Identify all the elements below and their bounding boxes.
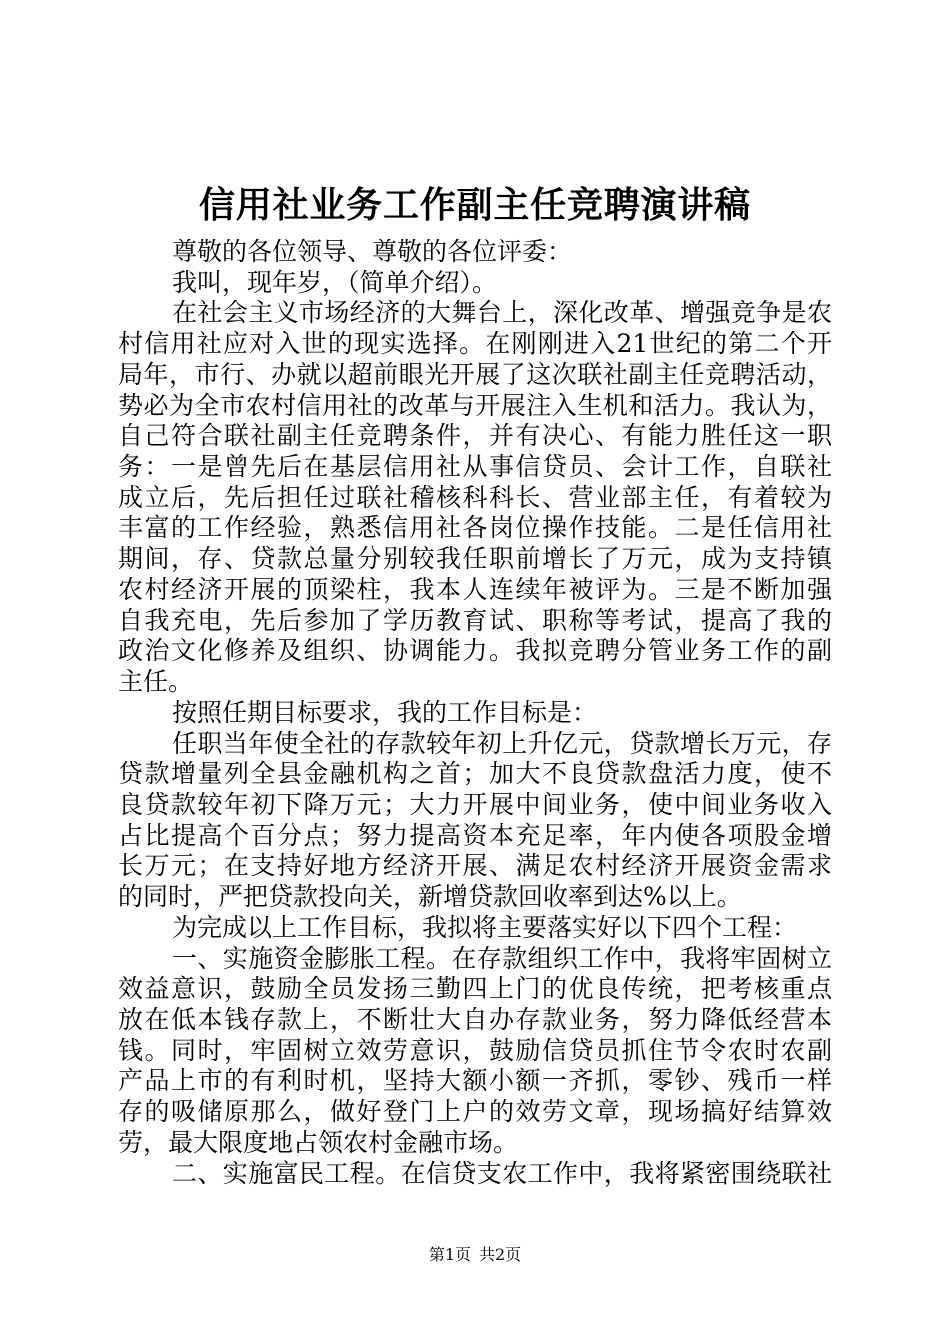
text-line: 放在低本钱存款上，不断壮大自办存款业务，努力降低经营本 <box>118 1004 832 1034</box>
paragraph <box>118 268 832 299</box>
text-line: 势必为全市农村信用社的改革与开展注入生机和活力。我认为， <box>118 390 832 420</box>
text-line: 产品上市的有利时机，坚持大额小额一齐抓，零钞、残币一样 <box>118 1066 832 1096</box>
text-line: 贷款增量列全县金融机构之首；加大不良贷款盘活力度，使不 <box>118 759 832 789</box>
text-line: 政治文化修养及组织、协调能力。我拟竞聘分管业务工作的副 <box>118 636 832 666</box>
text-line: 任职当年使全社的存款较年初上升亿元，贷款增长万元，存 <box>172 728 832 758</box>
paragraph <box>118 298 832 697</box>
text-line: 自己符合联社副主任竞聘条件，并有决心、有能力胜任这一职 <box>118 421 832 451</box>
text-line: 局年，市行、办就以超前眼光开展了这次联社副主任竞聘活动， <box>118 359 832 389</box>
text-line: 成立后，先后担任过联社稽核科科长、营业部主任，有着较为 <box>118 482 832 512</box>
page-number-total: 共2页 <box>479 1245 522 1264</box>
text-line: 长万元；在支持好地方经济开展、满足农村经济开展资金需求 <box>118 851 832 881</box>
text-line: 占比提高个百分点；努力提高资本充足率，年内使各项股金增 <box>118 820 832 850</box>
document-title: 信用社业务工作副主任竞聘演讲稿 <box>198 184 751 226</box>
text-line: 为完成以上工作目标，我拟将主要落实好以下四个工程： <box>172 912 798 942</box>
text-line: 二、实施富民工程。在信贷支农工作中，我将紧密围绕联社 <box>172 1158 832 1188</box>
text-line: 钱。同时，牢固树立效劳意识，鼓励信贷员抓住节令农时农副 <box>118 1035 832 1065</box>
text-line: 一、实施资金膨胀工程。在存款组织工作中，我将牢固树立 <box>172 943 832 973</box>
paragraph <box>118 698 832 729</box>
text-line: 在社会主义市场经济的大舞台上，深化改革、增强竞争是农 <box>172 298 832 328</box>
document-body <box>118 237 832 1189</box>
text-line: 效益意识，鼓励全员发扬三勤四上门的优良传统，把考核重点 <box>118 974 832 1004</box>
text-line: 主任。 <box>118 667 194 697</box>
text-line: 村信用社应对入世的现实选择。在刚刚进入21世纪的第二个开 <box>118 329 832 359</box>
paragraph <box>118 913 832 944</box>
text-line: 农村经济开展的顶梁柱，我本人连续年被评为。三是不断加强 <box>118 574 832 604</box>
text-line: 自我充电，先后参加了学历教育试、职称等考试，提高了我的 <box>118 605 832 635</box>
text-line: 尊敬的各位领导、尊敬的各位评委： <box>172 237 573 266</box>
text-line: 的同时，严把贷款投向关，新增贷款回收率到达%以上。 <box>118 882 742 912</box>
paragraph <box>118 944 832 1159</box>
paragraph <box>118 237 832 268</box>
text-line: 丰富的工作经验，熟悉信用社各岗位操作技能。二是任信用社 <box>118 513 832 543</box>
text-line: 期间，存、贷款总量分别较我任职前增长了万元，成为支持镇 <box>118 544 832 574</box>
text-line: 存的吸储原那么，做好登门上户的效劳文章，现场搞好结算效 <box>118 1097 832 1127</box>
text-line: 务：一是曾先后在基层信用社从事信贷员、会计工作，自联社 <box>118 452 832 482</box>
paragraph <box>118 729 832 913</box>
text-line: 劳，最大限度地占领农村金融市场。 <box>118 1127 519 1157</box>
text-line: 按照任期目标要求，我的工作目标是： <box>172 697 598 727</box>
text-line: 良贷款较年初下降万元；大力开展中间业务，使中间业务收入 <box>118 789 832 819</box>
paragraph <box>118 1159 832 1190</box>
text-line: 我叫，现年岁，（简单介绍）。 <box>172 267 498 297</box>
page-number-current: 第1页 <box>428 1245 471 1264</box>
page-footer <box>0 1243 950 1267</box>
